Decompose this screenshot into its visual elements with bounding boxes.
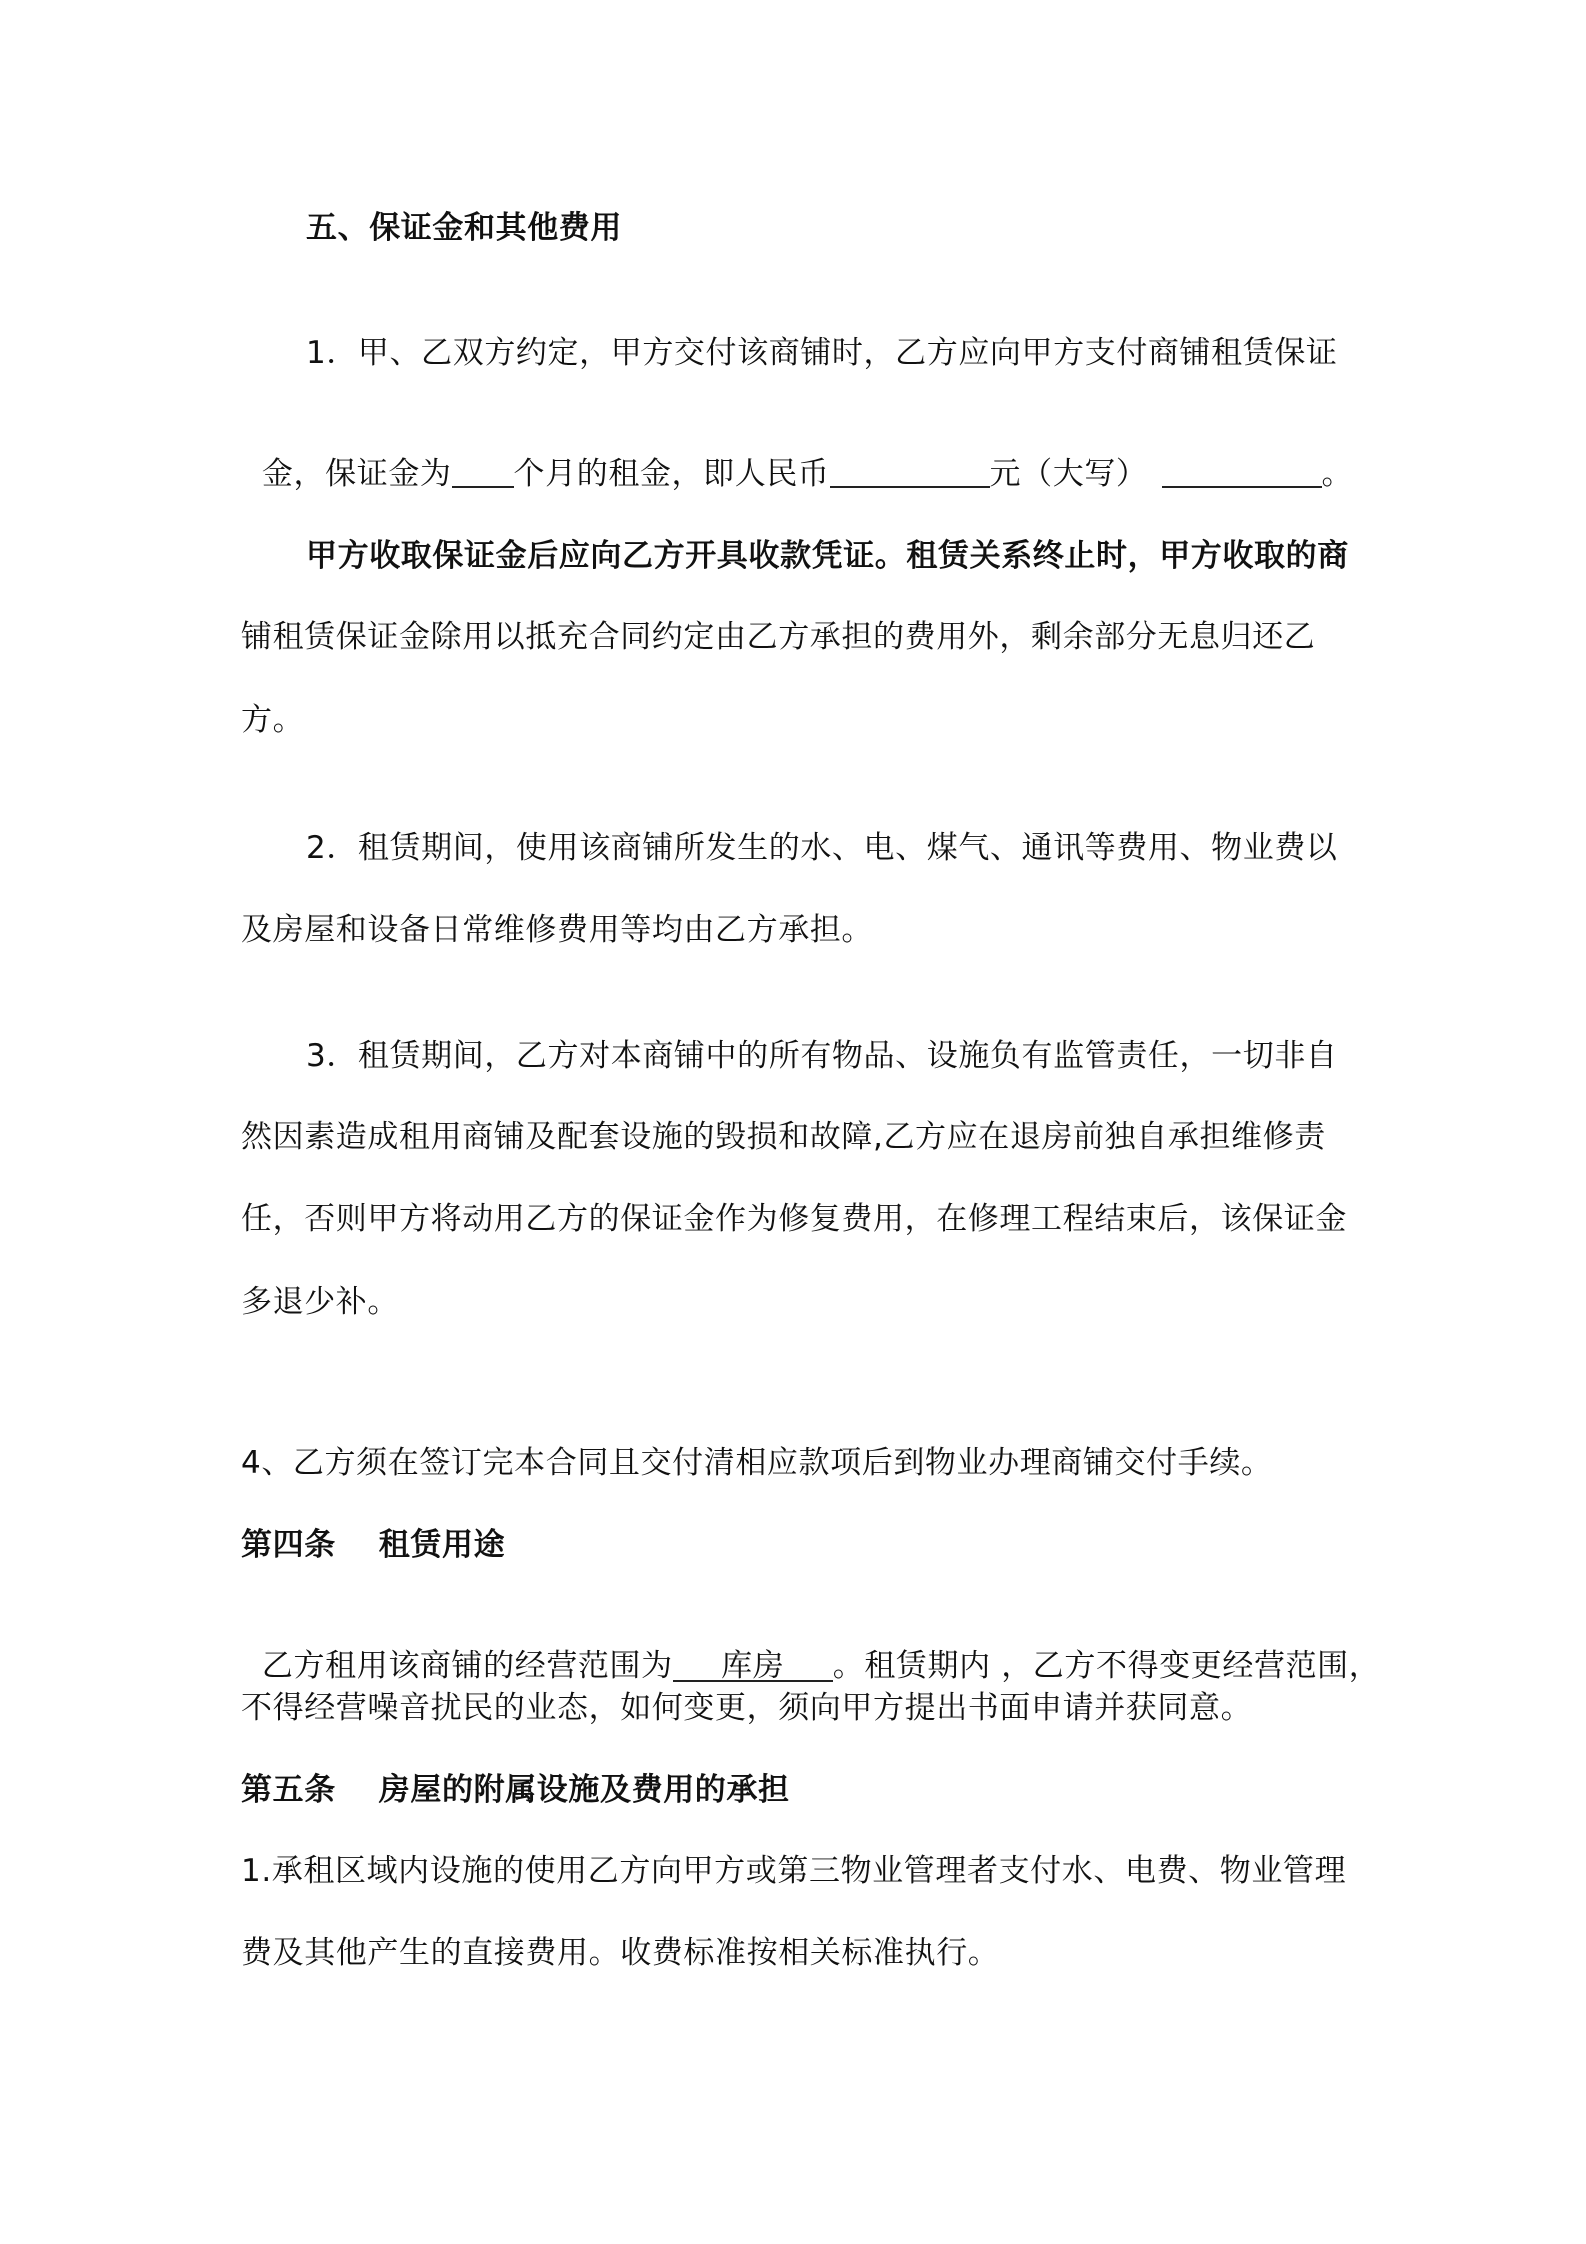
amount-blank[interactable] [830,456,990,488]
paragraph-line: 费及其他产生的直接费用。收费标准按相关标准执行。 [241,1935,1000,1971]
text-segment: 个月的租金，即人民币 [513,456,830,492]
text-segment: 元（大写） [989,456,1148,492]
paragraph-line: 多退少补。 [241,1284,399,1320]
paragraph-line [241,1606,1380,1686]
paragraph-line: 方。 [241,702,305,738]
article-title: 第四条 租赁用途 [241,1527,506,1563]
text-segment: 。租赁期内 ，乙方不得变更经营范围， [832,1648,1381,1684]
paragraph-line: 甲方收取保证金后应向乙方开具收款凭证。租赁关系终止时，甲方收取的商 [306,538,1349,574]
paragraph-line: 4、乙方须在签订完本合同且交付清相应款项后到物业办理商铺交付手续。 [241,1445,1273,1481]
paragraph-line: 1．甲、乙双方约定，甲方交付该商铺时，乙方应向甲方支付商铺租赁保证 [306,335,1338,371]
paragraph-line: 及房屋和设备日常维修费用等均由乙方承担。 [241,912,873,948]
paragraph-line [241,412,1353,494]
business-scope-value: 库房 [721,1648,785,1684]
paragraph-line: 1.承租区域内设施的使用乙方向甲方或第三物业管理者支付水、电费、物业管理 [241,1853,1347,1889]
paragraph-line: 然因素造成租用商铺及配套设施的毁损和故障,乙方应在退房前独自承担维修责 [241,1119,1326,1155]
months-blank[interactable] [452,456,514,488]
text-segment: 。 [1321,456,1354,492]
section-title: 五、保证金和其他费用 [306,210,622,246]
article-title: 第五条 房屋的附属设施及费用的承担 [241,1772,790,1808]
amount-capital-blank[interactable] [1162,456,1322,488]
paragraph-line: 2．租赁期间，使用该商铺所发生的水、电、煤气、通讯等费用、物业费以 [306,830,1338,866]
business-scope-blank[interactable] [673,1650,833,1682]
paragraph-line: 任，否则甲方将动用乙方的保证金作为修复费用，在修理工程结束后，该保证金 [241,1201,1347,1237]
paragraph-line: 铺租赁保证金除用以抵充合同约定由乙方承担的费用外，剩余部分无息归还乙 [241,619,1316,655]
paragraph-line: 不得经营噪音扰民的业态，如何变更，须向甲方提出书面申请并获同意。 [241,1690,1253,1726]
paragraph-line: 3．租赁期间，乙方对本商铺中的所有物品、设施负有监管责任，一切非自 [306,1038,1338,1074]
text-segment: 金，保证金为 [261,456,452,492]
text-segment: 乙方租用该商铺的经营范围为 [261,1648,673,1684]
